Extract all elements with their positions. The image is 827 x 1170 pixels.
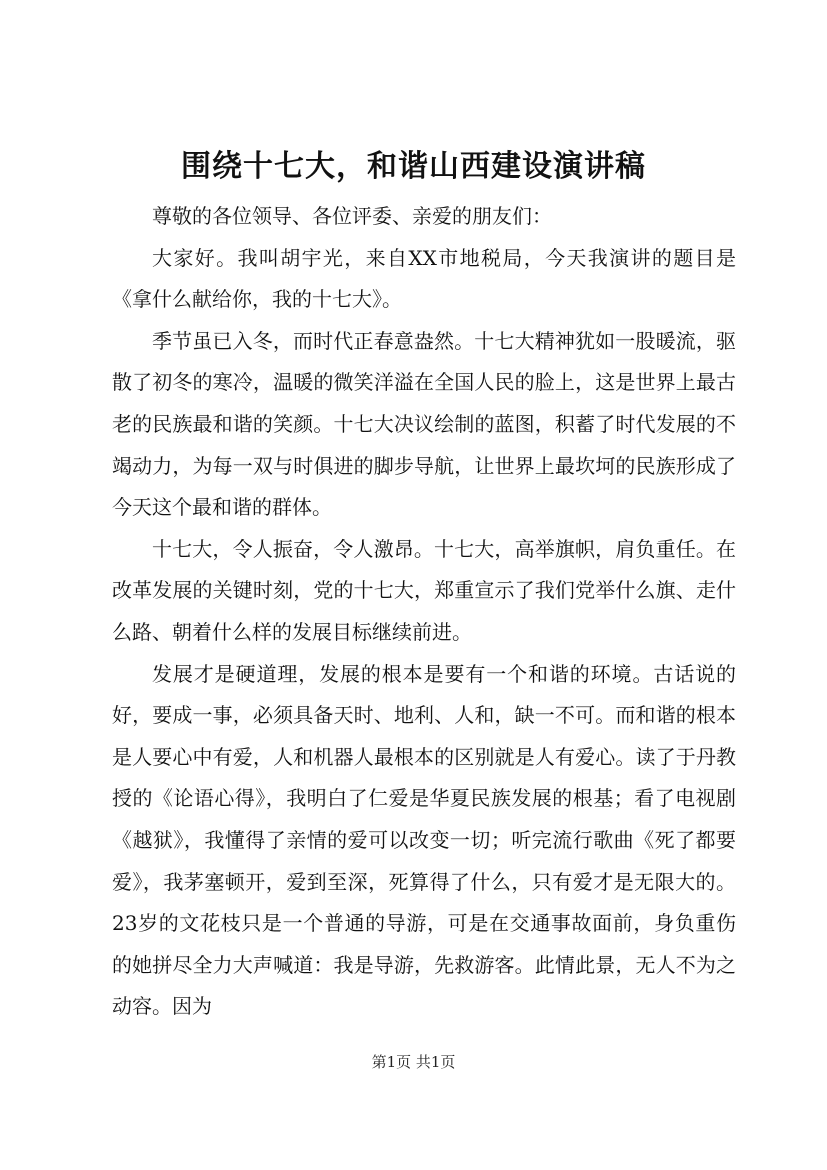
paragraph-greeting: 大家好。我叫胡宇光，来自XX市地税局，今天我演讲的题目是《拿什么献给你，我的十七大》。 xyxy=(112,245,736,312)
document-body xyxy=(112,196,736,1028)
page-footer: 第1页 共1页 xyxy=(371,1053,456,1071)
paragraph-development: 发展才是硬道理，发展的根本是要有一个和谐的环境。古话说的好，要成一事，必须具备天时、地利、人和，缺一不可。而和谐的根本是人要心中有爱，人和机器人最根本的区别就是人有爱心。读了于丹教授的《论语心得》，我明白了仁爱是华夏民族发展的根基；看了电视剧《越狱》，我懂得了亲情的爱可以改变一切；听完流行歌曲《死了都要爱》，我茅塞顿开，爱到至深，死算得了什么，只有爱才是无限大的。23岁的文花枝只是一个普通的导游，可是在交通事故面前，身负重伤的她拼尽全力大声喊道：我是导游，先救游客。此情此景，无人不为之动容。因为 xyxy=(112,661,736,1019)
paragraph-congress: 十七大，令人振奋，令人激昂。十七大，高举旗帜，肩负重任。在改革发展的关键时刻，党的十七大，郑重宣示了我们党举什么旗、走什么路、朝着什么样的发展目标继续前进。 xyxy=(112,536,736,644)
paragraph-season: 季节虽已入冬，而时代正春意盎然。十七大精神犹如一股暖流，驱散了初冬的寒冷，温暖的微笑洋溢在全国人民的脸上，这是世界上最古老的民族最和谐的笑颜。十七大决议绘制的蓝图，积蓄了时代发展的不竭动力，为每一双与时俱进的脚步导航，让世界上最坎坷的民族形成了今天这个最和谐的群体。 xyxy=(112,328,736,520)
document-title: 围绕十七大，和谐山西建设演讲稿 xyxy=(181,149,646,184)
paragraph-salutation: 尊敬的各位领导、各位评委、亲爱的朋友们： xyxy=(152,204,552,228)
